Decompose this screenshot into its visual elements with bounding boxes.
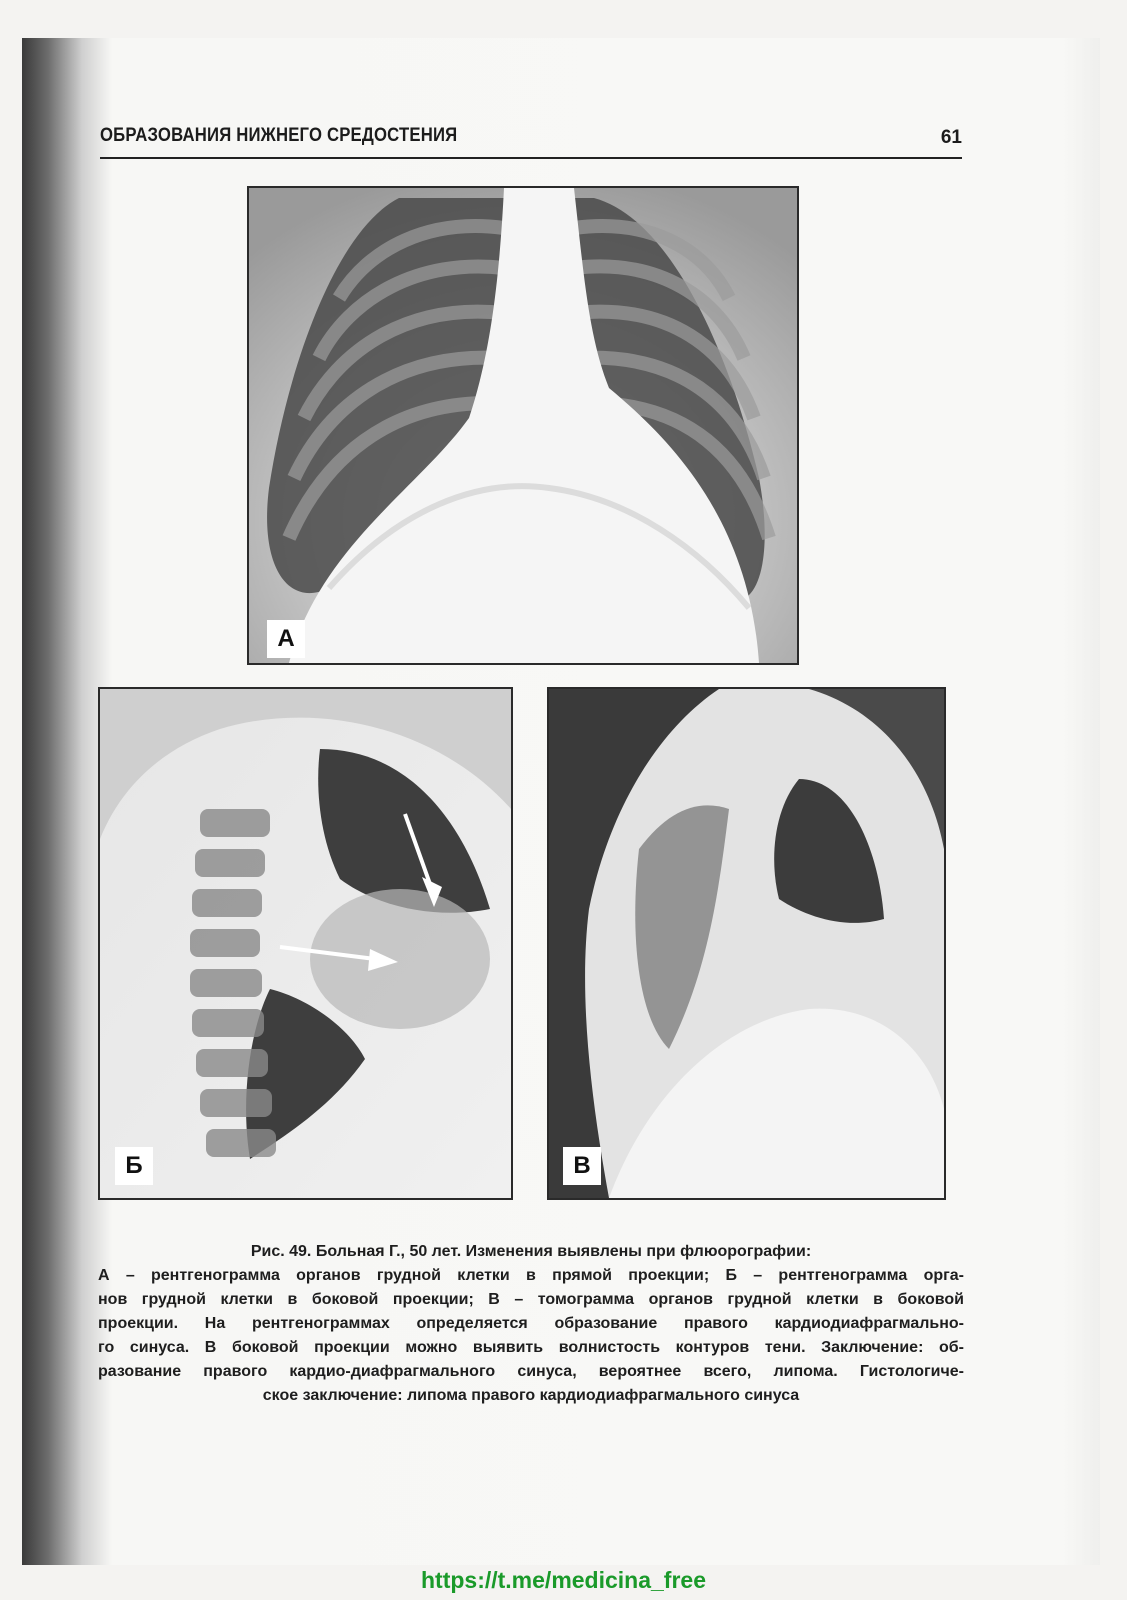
tomogram-lateral-image [547, 687, 946, 1200]
figure-caption [98, 1240, 964, 1408]
telegram-link[interactable]: https://t.me/medicina_free [420, 1567, 707, 1593]
caption-title: Рис. 49. Больная Г., 50 лет. Изменения выявлены при флюорографии: [250, 1243, 812, 1260]
panel-label-b: Б [115, 1147, 153, 1185]
caption-line: разование правого кардио-диафрагмального синуса, вероятнее всего, липома. Гистологиче- [98, 1363, 964, 1380]
xray-lateral-image [98, 687, 513, 1200]
page-number: 61 [940, 127, 962, 148]
caption-line: нов грудной клетки в боковой проекции; В – томограмма органов грудной клетки в боковой [98, 1291, 964, 1308]
running-header [100, 123, 962, 159]
caption-line: А – рентгенограмма органов грудной клетки в прямой проекции; Б – рентгенограмма орга- [98, 1267, 964, 1284]
panel-label-a: А [267, 620, 305, 658]
panel-label-v: В [563, 1147, 601, 1185]
caption-line: го синуса. В боковой проекции можно выявить волнистость контуров тени. Заключение: об- [98, 1339, 964, 1356]
caption-last-line: ское заключение: липома правого кардиодиафрагмального синуса [262, 1387, 800, 1404]
xray-frontal-image [247, 186, 799, 665]
caption-line: проекции. На рентгенограммах определяется образование правого кардиодиафрагмально- [98, 1315, 964, 1332]
chapter-title: ОБРАЗОВАНИЯ НИЖНЕГО СРЕДОСТЕНИЯ [100, 125, 458, 146]
